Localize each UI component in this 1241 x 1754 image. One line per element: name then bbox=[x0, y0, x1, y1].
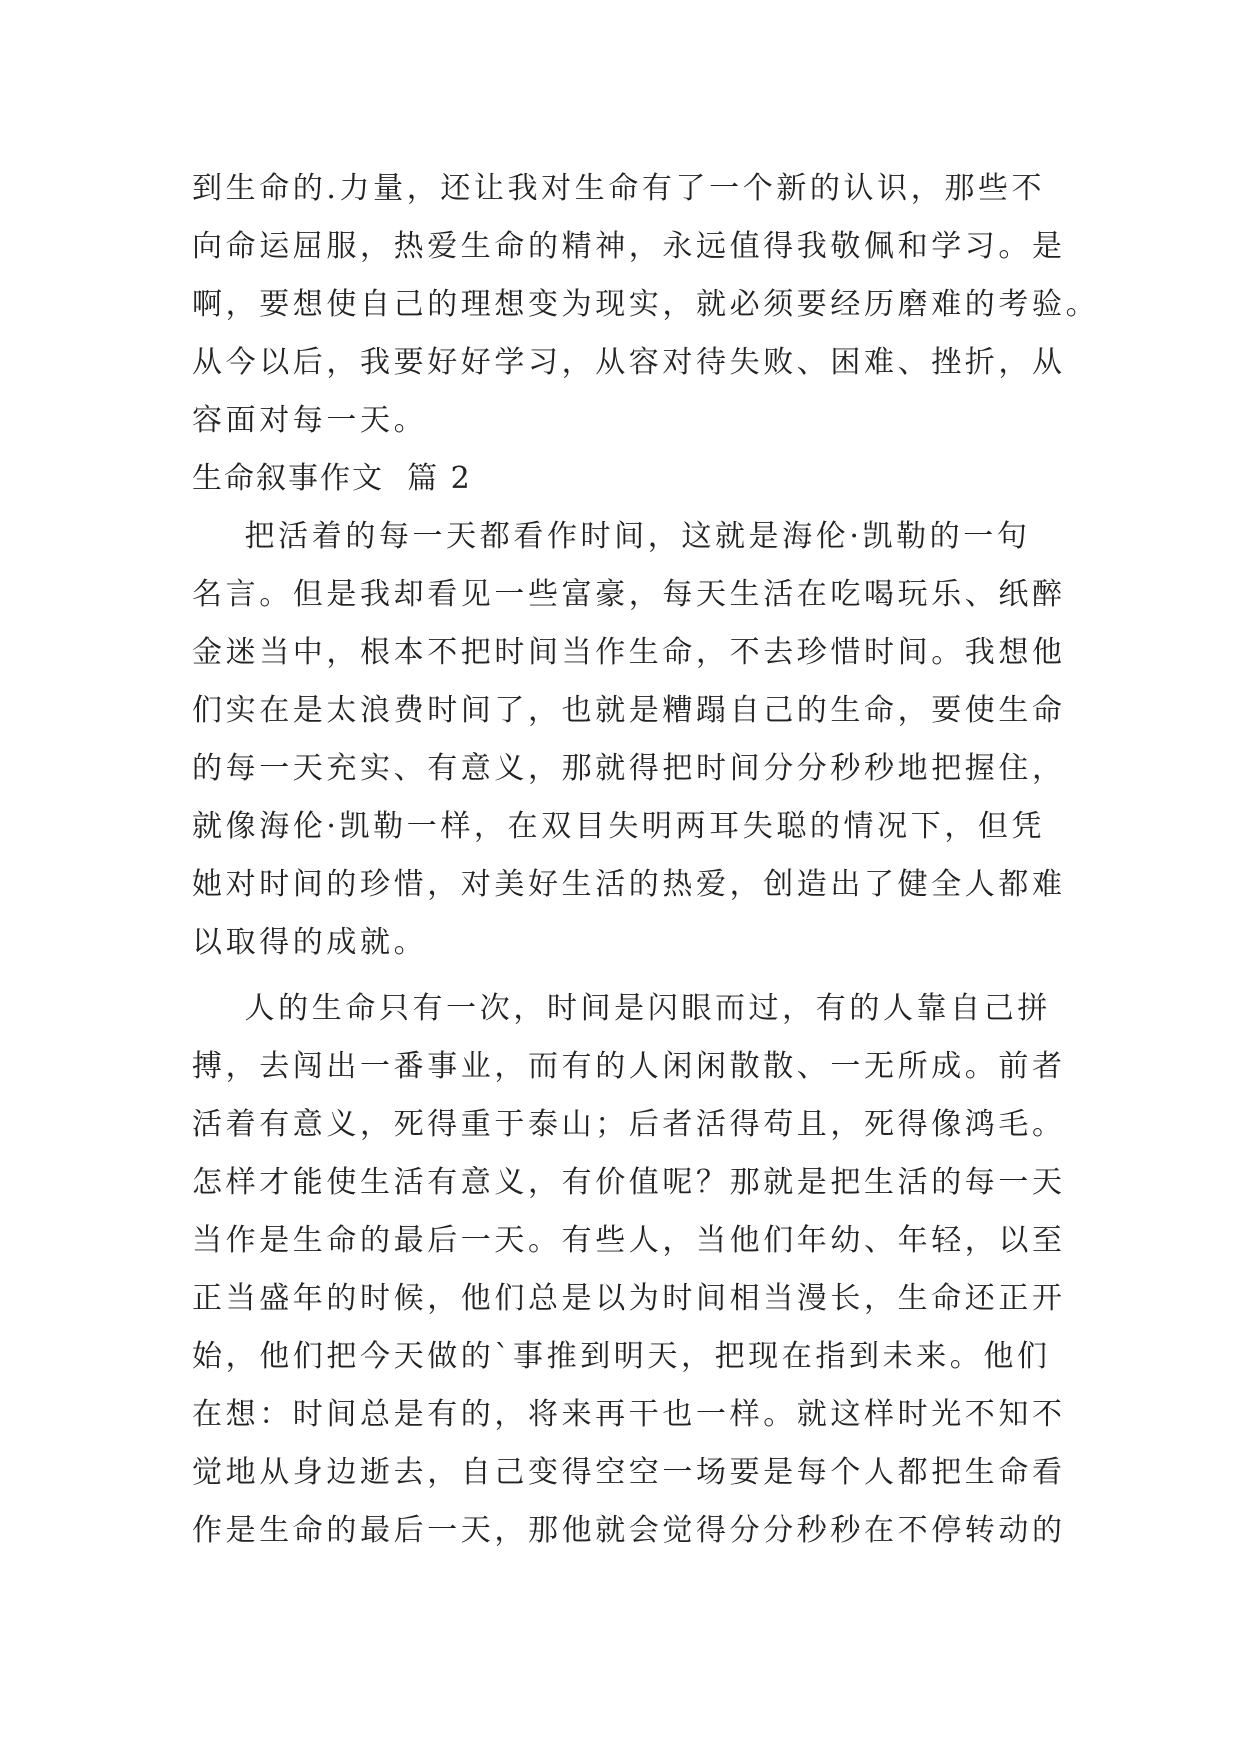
paragraph-1 bbox=[192, 160, 1100, 450]
text-line: 搏，去闯出一番事业，而有的人闲闲散散、一无所成。前者 bbox=[192, 1049, 1066, 1084]
document-body bbox=[192, 160, 1100, 1560]
text-line: 们实在是太浪费时间了，也就是糟蹋自己的生命，要使生命 bbox=[192, 693, 1066, 728]
text-line: 以取得的成就。 bbox=[192, 925, 428, 960]
text-line: 到生命的.力量，还让我对生命有了一个新的认识，那些不 bbox=[192, 171, 1046, 206]
paragraph-3 bbox=[192, 980, 1066, 1560]
text-line: 始，他们把今天做的`事推到明天，把现在指到未来。他们 bbox=[192, 1339, 1051, 1374]
text-line: 从今以后，我要好好学习，从容对待失败、困难、挫折，从 bbox=[192, 345, 1066, 380]
text-line: 把活着的每一天都看作时间，这就是海伦·凯勒的一句 bbox=[192, 519, 1031, 554]
text-line: 啊，要想使自己的理想变为现实，就必须要经历磨难的考验。 bbox=[192, 287, 1100, 322]
text-line: 金迷当中，根本不把时间当作生命，不去珍惜时间。我想他 bbox=[192, 635, 1066, 670]
text-line: 作是生命的最后一天，那他就会觉得分分秒秒在不停转动的 bbox=[192, 1513, 1066, 1548]
text-line: 她对时间的珍惜，对美好生活的热爱，创造出了健全人都难 bbox=[192, 867, 1066, 902]
section-heading: 生命叙事作文 篇 2 bbox=[192, 461, 472, 496]
text-line: 就像海伦·凯勒一样，在双目失明两耳失聪的情况下，但凭 bbox=[192, 809, 1046, 844]
text-line: 人的生命只有一次，时间是闪眼而过，有的人靠自己拼 bbox=[192, 991, 1051, 1026]
text-line: 向命运屈服，热爱生命的精神，永远值得我敬佩和学习。是 bbox=[192, 229, 1066, 264]
text-line: 怎样才能使生活有意义，有价值呢？那就是把生活的每一天 bbox=[192, 1165, 1066, 1200]
text-line: 容面对每一天。 bbox=[192, 403, 428, 438]
text-line: 名言。但是我却看见一些富豪，每天生活在吃喝玩乐、纸醉 bbox=[192, 577, 1066, 612]
text-line: 在想：时间总是有的，将来再干也一样。就这样时光不知不 bbox=[192, 1397, 1066, 1432]
text-line: 觉地从身边逝去，自己变得空空一场要是每个人都把生命看 bbox=[192, 1455, 1066, 1490]
paragraph-2 bbox=[192, 508, 1066, 972]
text-line: 活着有意义，死得重于泰山；后者活得苟且，死得像鸿毛。 bbox=[192, 1107, 1066, 1142]
text-line: 的每一天充实、有意义，那就得把时间分分秒秒地把握住， bbox=[192, 751, 1066, 786]
text-line: 正当盛年的时候，他们总是以为时间相当漫长，生命还正开 bbox=[192, 1281, 1066, 1316]
paragraph-spacer bbox=[192, 972, 1052, 980]
text-line: 当作是生命的最后一天。有些人，当他们年幼、年轻，以至 bbox=[192, 1223, 1066, 1258]
